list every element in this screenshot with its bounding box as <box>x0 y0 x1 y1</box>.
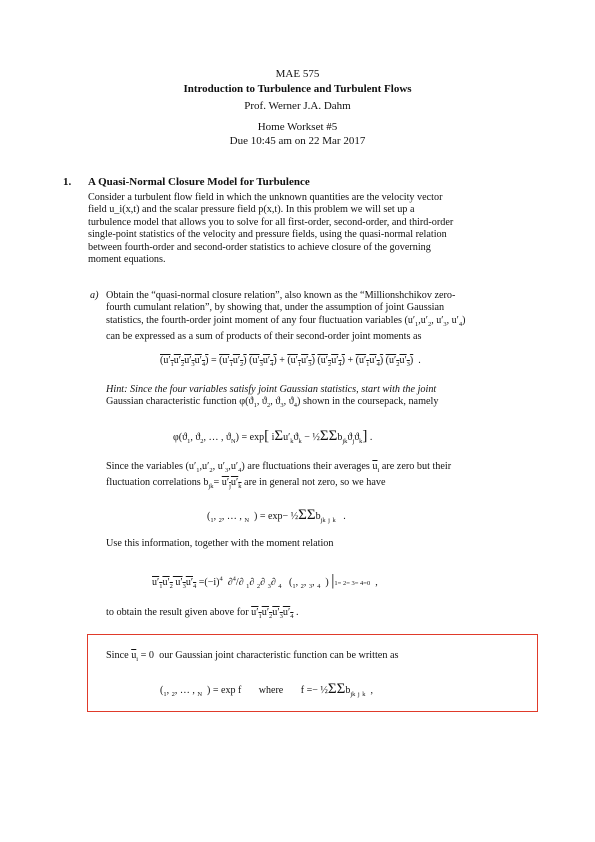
intro-line: field u_i(x,t) and the scalar pressure field p(x,t). In this problem we will set up a <box>88 204 415 216</box>
part-a-line: fourth cumulant relation”, by showing that, under the assumption of joint Gaussian <box>106 302 445 314</box>
hint-text: Gaussian characteristic function <box>106 396 237 408</box>
intro-line: single-point statistics of the velocity and pressure fields, using the quasi-normal relation <box>88 229 447 241</box>
since-text: are in general not zero, so we have <box>244 477 386 489</box>
since-text: are zero but their <box>381 461 452 472</box>
obtain-text: to obtain the result given above for <box>106 607 249 618</box>
part-a-paragraph <box>106 290 536 344</box>
intro-line: turbulence model that allows you to solve for all first-order, second-order, and third-order <box>88 216 454 228</box>
use-line: Use this information, together with the moment relation <box>106 538 334 549</box>
answer-since: Since <box>106 650 129 661</box>
quasi-normal-equation: $(u'_1u'_2u'_3u'_4) = (u'_1u'_2) (u'_3u'_4) + (u'_1u'_3) (u'_2u'_4) + (u'_1u'_4)$ $(u'_2u'_3)$ . <box>160 355 421 368</box>
since-line: fluctuation correlations $b_{jk}= u'_ju'_k$ are in general not zero, so we have <box>106 477 386 491</box>
where-label: where <box>258 685 284 696</box>
hint-line <box>106 384 536 396</box>
since-text: Since the variables <box>106 461 183 472</box>
due-date: Due 10:45 am on 22 Mar 2017 <box>229 135 366 147</box>
since-text: are fluctuations their averages <box>247 461 370 472</box>
obtain-line: to obtain the result given above for $u'_1u'_2u'_3u'_4$ . <box>106 607 299 621</box>
course-title: Introduction to Turbulence and Turbulent Flows <box>183 83 412 95</box>
hint-text: shown in the coursepack, namely <box>302 396 439 408</box>
problem-heading: A Quasi-Normal Closure Model for Turbulence <box>88 176 310 188</box>
problem-number: 1. <box>63 176 72 188</box>
intro-line: Consider a turbulent flow field in which the unknown quantities are the velocity vector <box>88 192 443 203</box>
answer-box <box>87 634 538 712</box>
part-a-line: Obtain the “quasi-normal closure relation”, also known as the “Millionshchikov zero- <box>106 290 456 301</box>
answer-line: Since $\overline{u}_i = 0$ our Gaussian joint characteristic function can be written as <box>106 650 399 664</box>
since-text: fluctuation correlations <box>106 477 201 489</box>
answer-text: our Gaussian joint characteristic function can be written as <box>159 650 399 661</box>
intro-line: moment equations. <box>88 254 166 266</box>
part-a-label: a) <box>90 290 99 301</box>
since-paragraph <box>106 461 536 494</box>
hint-line: Gaussian characteristic function $\varphi(ϑ_1$, $ϑ_2$, $ϑ_3$, $ϑ_4$) shown in the coursepack, namely <box>106 396 439 410</box>
since-line: Since the variables ($u'_1,u'_2$, $u'_3,u'_4$) are fluctuations their averages $\overline{u}_i$ are zero but their <box>106 461 452 475</box>
part-a-line: statistics, the fourth-order joint moment of any four fluctuation variables ($u'_1,u'_2$, $u'_3$, $u'_4$) <box>106 314 466 328</box>
workset-title: Home Workset #5 <box>257 121 338 133</box>
part-a-text: statistics, the fourth-order joint moment of any four fluctuation variables <box>106 314 402 326</box>
hint-text: Hint: Since the four variables satisfy joint Gaussian statistics, start with the joint <box>106 384 437 395</box>
instructor: Prof. Werner J.A. Dahm <box>244 100 351 112</box>
answer-equation: ($_1$, $_2$, … , $_N$ ) = exp f where f =− ½ΣΣb$_{jk}$ $_j$ $_k$ , <box>160 681 373 698</box>
intro-line: between fourth-order and second-order statistics to achieve closure of the governing <box>88 241 431 253</box>
part-a-line: can be expressed as a sum of products of their second-order joint moments as <box>106 331 422 343</box>
hint-paragraph <box>106 384 536 413</box>
moment-relation-equation: $u'_1u'_2$ $u'_3u'_4 =(-i)^4$ ∂$^4$/∂ $_1$∂ $_2$∂ $_3$∂ $_4$ ($_1$, $_2$, $_3$, $_4$ ) |1= 2= 3= 4=0 , <box>152 572 378 590</box>
characteristic-function-equation: $\varphi(ϑ_1$, $ϑ_2$, … , $ϑ_N) = \exp$[ $i\Sigma u'_kϑ_k$ − $\frac{1}{2}\Sigma\Sigma b_{jk}ϑ_jϑ_k$] . <box>173 428 373 445</box>
course-code: MAE 575 <box>275 68 320 80</box>
intro-paragraph <box>88 192 536 266</box>
simplified-characteristic-equation: ($_1$, $_2$, … , $_N$ ) = exp− ½ΣΣb$_{jk}$ $_j$ $_k$ . <box>207 507 346 524</box>
